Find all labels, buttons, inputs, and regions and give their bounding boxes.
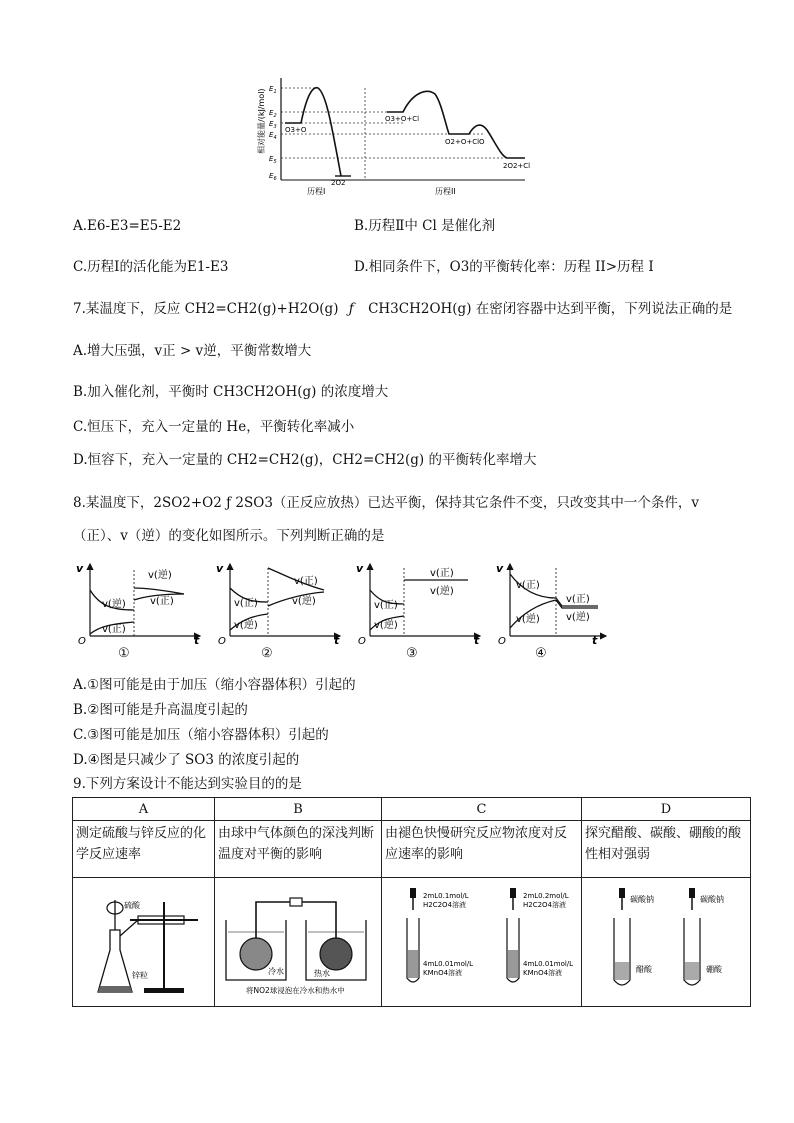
graph-2-t-axis: t — [334, 634, 340, 644]
graph-3-vrev-label-2: v(逆) — [374, 620, 398, 631]
graph-2-origin: O — [218, 636, 226, 644]
c-right-bot-1: 4mL0.01mol/L — [522, 960, 573, 968]
q8-option-c: C.③图可能是加压（缩小容器体积）引起的 — [73, 727, 329, 743]
d-right-top: 碳酸钠 — [700, 895, 724, 904]
q9-header-a: A — [73, 798, 215, 821]
q9-table — [72, 797, 751, 1007]
q7-option-c: C.恒压下，充入一定量的 He，平衡转化率减小 — [73, 419, 355, 435]
q9-apparatus-a — [73, 878, 215, 1007]
equilibrium-arrow: ƒ — [348, 301, 354, 317]
q9-apparatus-d — [582, 878, 751, 1007]
level-e6: $E_6$ — [269, 172, 277, 182]
graph-2-v-axis: v — [216, 562, 224, 575]
graph-4-vfwd-label: v(正) — [516, 580, 540, 591]
graph-4-vrev-label-2: v(逆) — [566, 612, 590, 623]
process2-curve — [387, 91, 525, 158]
q9-purpose-d: 探究醋酸、碳酸、硼酸的酸性相对强弱 — [582, 821, 751, 878]
graph-2 — [216, 562, 340, 644]
process1-label: 历程I — [307, 187, 326, 196]
graph-3-t-axis: t — [474, 634, 480, 644]
flask-syringe-apparatus — [74, 880, 214, 1000]
graph-1-vfwd-label: v(正) — [150, 596, 174, 607]
c-right-top-1: 2mL0.2mol/L — [522, 892, 569, 900]
q7-option-b: B.加入催化剂，平衡时 CH3CH2OH(g) 的浓度增大 — [73, 384, 389, 400]
q7-stem-b: CH3CH2OH(g) 在密闭容器中达到平衡，下列说法正确的是 — [368, 301, 733, 317]
graph-4-vrev-label: v(逆) — [516, 614, 540, 625]
q7-option-a: A.增大压强，v正 > v逆，平衡常数增大 — [73, 343, 312, 359]
q6-option-c: C.历程Ⅰ的活化能为E1-E3 — [73, 259, 229, 275]
q9-header-d: D — [582, 798, 751, 821]
graph-4-t-axis: t — [592, 634, 598, 644]
q8-option-b: B.②图可能是升高温度引起的 — [73, 702, 248, 718]
d-right-bot: 硼酸 — [706, 965, 722, 974]
energy-diagram — [255, 74, 545, 196]
species-2o2cl: 2O2+Cl — [503, 162, 531, 170]
process2-label: 历程II — [435, 187, 456, 196]
level-e5: $E_5$ — [269, 155, 277, 165]
graph-1-vrev-label: v(逆) — [148, 570, 172, 581]
graph-3-vfwd-label-2: v(正) — [374, 600, 398, 611]
q6-option-b: B.历程Ⅱ中 Cl 是催化剂 — [354, 218, 496, 234]
kmno4-test-tubes — [383, 880, 581, 1000]
q6-option-d: D.相同条件下，O3的平衡转化率：历程 II>历程 I — [354, 259, 654, 275]
acid-strength-test-tubes — [582, 880, 750, 1000]
graph-2-vfwd-label: v(正) — [294, 576, 318, 587]
q8-option-a: A.①图可能是由于加压（缩小容器体积）引起的 — [73, 677, 356, 693]
q6-option-a: A.E6-E3=E5-E2 — [73, 218, 182, 234]
q9-apparatus-b — [215, 878, 382, 1007]
graph-1-vfwd-label-2: v(正) — [102, 624, 126, 635]
q8-stem-line1: 8.某温度下，2SO2+O2 ƒ 2SO3（正反应放热）已达平衡，保持其它条件不变，只改变其中一个条件，v — [73, 495, 700, 511]
label-sulfuric-acid: 硫酸 — [123, 901, 140, 910]
q8-stem-line2: （正）、v（逆）的变化如图所示。下列判断正确的是 — [73, 528, 385, 544]
q7-option-d: D.恒容下，充入一定量的 CH2=CH2(g)，CH2=CH2(g) 的平衡转化率增大 — [73, 452, 537, 468]
c-left-top-1: 2mL0.1mol/L — [422, 892, 469, 900]
c-left-top-2: H2C2O4溶液 — [422, 901, 466, 909]
species-2o2: 2O2 — [331, 179, 346, 187]
graph-4-caption: ④ — [535, 646, 547, 661]
label-no2-caption: 将NO2球浸泡在冷水和热水中 — [245, 986, 345, 995]
graph-3-vrev-label: v(逆) — [430, 586, 454, 597]
label-hot-water: 热水 — [313, 969, 330, 978]
q9-header-b: B — [215, 798, 382, 821]
energy-ylabel: 相对能量/(kJ/mol) — [257, 88, 266, 154]
graph-4 — [496, 562, 606, 644]
graph-2-vrev-label: v(逆) — [292, 596, 316, 607]
graph-4-v-axis: v — [496, 562, 504, 575]
species-o3o: O3+O — [285, 126, 307, 134]
c-left-bot-2: KMnO4溶液 — [422, 969, 462, 977]
c-right-top-2: H2C2O4溶液 — [522, 901, 566, 909]
graph-1-vrev-label-2: v(逆) — [102, 599, 126, 610]
graph-2-vrev-label-2: v(逆) — [234, 620, 258, 631]
q9-purpose-a: 测定硫酸与锌反应的化学反应速率 — [73, 821, 215, 878]
graph-1-origin: O — [78, 636, 86, 644]
level-e1: $E_1$ — [269, 85, 277, 95]
label-cold-water: 冷水 — [267, 967, 284, 976]
graph-1-t-axis: t — [194, 634, 200, 644]
graph-1-caption: ① — [118, 646, 130, 661]
q8-graphs — [72, 560, 612, 644]
c-left-bot-1: 4mL0.01mol/L — [422, 960, 473, 968]
q9-apparatus-c — [382, 878, 582, 1007]
graph-2-vfwd-label-2: v(正) — [234, 598, 258, 609]
graph-3-origin: O — [358, 636, 366, 644]
graph-3 — [356, 562, 480, 644]
graph-4-vfwd-label-2: v(正) — [566, 594, 590, 605]
d-left-bot: 醋酸 — [636, 965, 652, 974]
q7-stem-a: 7.某温度下，反应 CH2=CH2(g)+H2O(g) — [73, 301, 339, 317]
q9-header-c: C — [382, 798, 582, 821]
graph-3-vfwd-label: v(正) — [430, 568, 454, 579]
species-o3ocl: O3+O+Cl — [385, 115, 420, 123]
q9-stem: 9.下列方案设计不能达到实验目的的是 — [73, 776, 302, 792]
level-e4: $E_4$ — [269, 131, 277, 141]
level-e2: $E_2$ — [269, 109, 277, 119]
q9-purpose-c: 由褪色快慢研究反应物浓度对反应速率的影响 — [382, 821, 582, 878]
level-e3: $E_3$ — [269, 120, 277, 130]
q8-option-d: D.④图是只减少了 SO3 的浓度引起的 — [73, 752, 300, 768]
graph-1 — [76, 562, 200, 644]
graph-4-origin: O — [498, 636, 506, 644]
no2-bulbs-apparatus — [216, 880, 381, 1000]
graph-3-v-axis: v — [356, 562, 364, 575]
label-zinc: 锌粒 — [131, 971, 148, 980]
q9-purpose-b: 由球中气体颜色的深浅判断温度对平衡的影响 — [215, 821, 382, 878]
graph-3-caption: ③ — [406, 646, 418, 661]
c-right-bot-2: KMnO4溶液 — [522, 969, 562, 977]
graph-2-caption: ② — [261, 646, 273, 661]
q7-stem — [73, 300, 732, 318]
graph-1-v-axis: v — [76, 562, 84, 575]
d-left-top: 碳酸钠 — [630, 895, 654, 904]
species-o2oclo: O2+O+ClO — [445, 138, 485, 146]
